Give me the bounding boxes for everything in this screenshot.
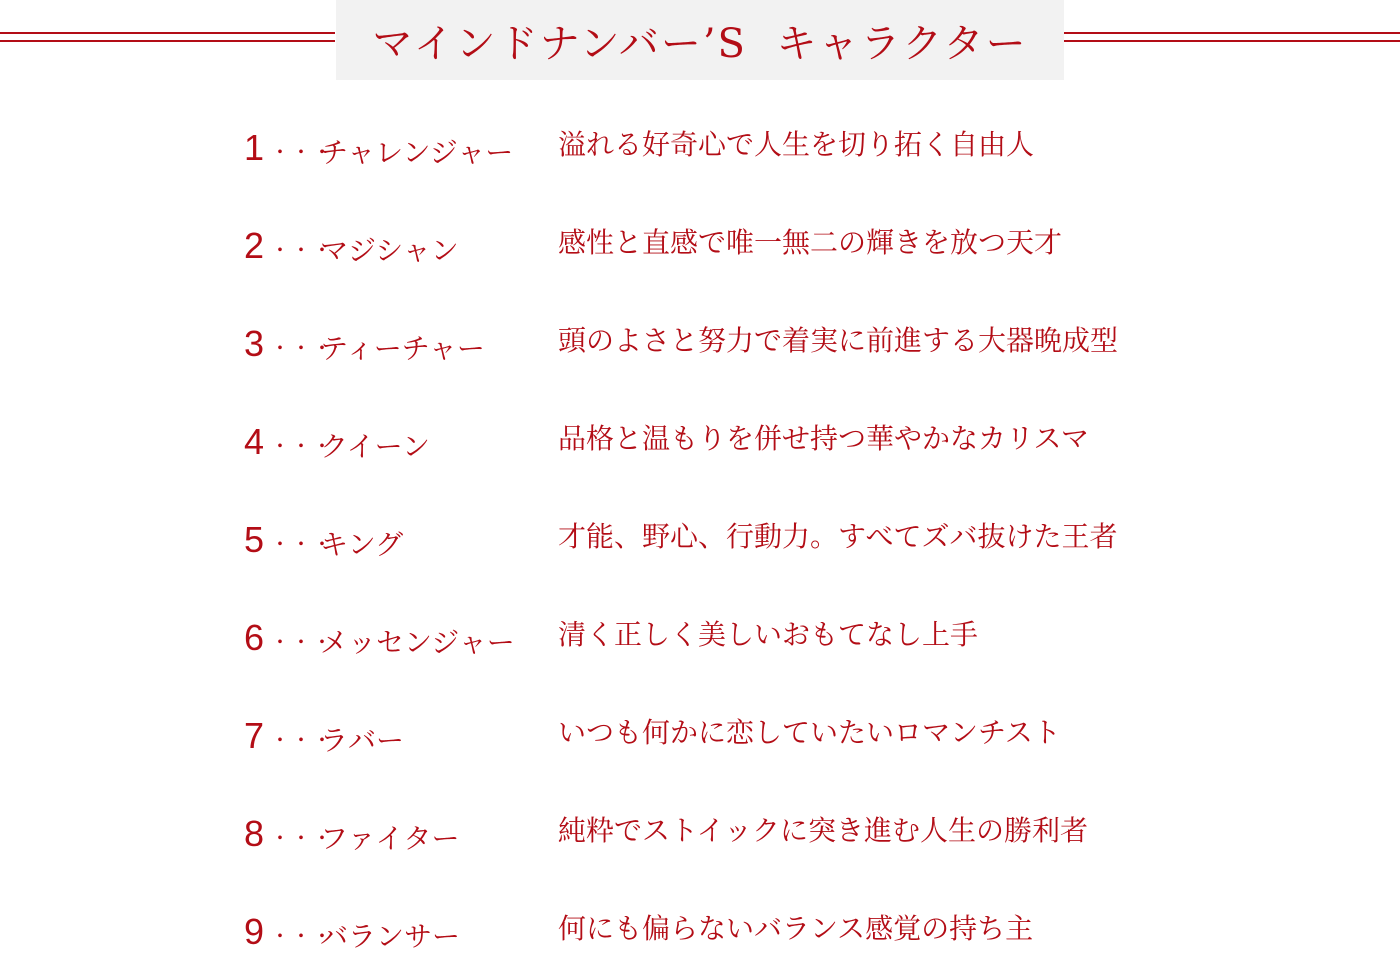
character-description: 純粋でストイックに突き進む人生の勝利者 xyxy=(558,814,1089,847)
list-item xyxy=(244,784,1244,882)
character-description: 溢れる好奇心で人生を切り拓く自由人 xyxy=(558,128,1035,161)
character-number: 4 xyxy=(244,421,265,462)
character-number: 1 xyxy=(244,127,265,168)
character-description: 清く正しく美しいおもてなし上手 xyxy=(558,618,979,651)
separator-dots: ・・・ xyxy=(270,532,333,556)
character-name: マジシャン xyxy=(320,234,459,267)
list-item xyxy=(244,588,1244,686)
character-description: 何にも偏らないバランス感覚の持ち主 xyxy=(558,912,1034,945)
separator-dots: ・・・ xyxy=(270,336,333,360)
character-name: バランサー xyxy=(320,920,461,953)
title-box xyxy=(336,0,1064,80)
character-description: 感性と直感で唯一無二の輝きを放つ天才 xyxy=(558,226,1063,259)
character-description: 才能、野心、行動力。すべてズバ抜けた王者 xyxy=(558,520,1118,553)
separator-dots: ・・・ xyxy=(270,924,333,948)
list-item xyxy=(244,98,1244,196)
character-name: クイーン xyxy=(320,430,431,463)
list-item xyxy=(244,686,1244,784)
double-rule-left xyxy=(0,32,335,42)
page-title: マインドナンバー’S キャラクター xyxy=(372,20,1028,67)
character-name: ティーチャー xyxy=(320,332,485,365)
separator-dots: ・・・ xyxy=(270,434,333,458)
character-description: 品格と温もりを併せ持つ華やかなカリスマ xyxy=(558,422,1089,455)
double-rule-right xyxy=(1064,32,1400,42)
separator-dots: ・・・ xyxy=(270,630,333,654)
header xyxy=(0,0,1400,80)
character-name: キング xyxy=(320,528,404,561)
separator-dots: ・・・ xyxy=(270,238,333,262)
character-name: メッセンジャー xyxy=(320,626,515,659)
separator-dots: ・・・ xyxy=(270,826,333,850)
list-item xyxy=(244,294,1244,392)
separator-dots: ・・・ xyxy=(270,728,333,752)
character-list xyxy=(244,98,1244,980)
character-number: 8 xyxy=(244,813,265,854)
character-name: チャレンジャー xyxy=(320,136,514,169)
character-description: いつも何かに恋していたいロマンチスト xyxy=(558,716,1061,749)
list-item xyxy=(244,196,1244,294)
character-number: 3 xyxy=(244,323,265,364)
character-description: 頭のよさと努力で着実に前進する大器晩成型 xyxy=(558,324,1119,357)
character-number: 2 xyxy=(244,225,265,266)
list-item xyxy=(244,392,1244,490)
list-item xyxy=(244,882,1244,980)
character-number: 5 xyxy=(244,519,265,560)
list-item xyxy=(244,490,1244,588)
separator-dots: ・・・ xyxy=(270,140,333,164)
character-number: 6 xyxy=(244,617,265,658)
character-number: 9 xyxy=(244,911,265,952)
character-name: ファイター xyxy=(320,822,460,855)
character-number: 7 xyxy=(244,715,265,756)
character-name: ラバー xyxy=(320,724,405,757)
